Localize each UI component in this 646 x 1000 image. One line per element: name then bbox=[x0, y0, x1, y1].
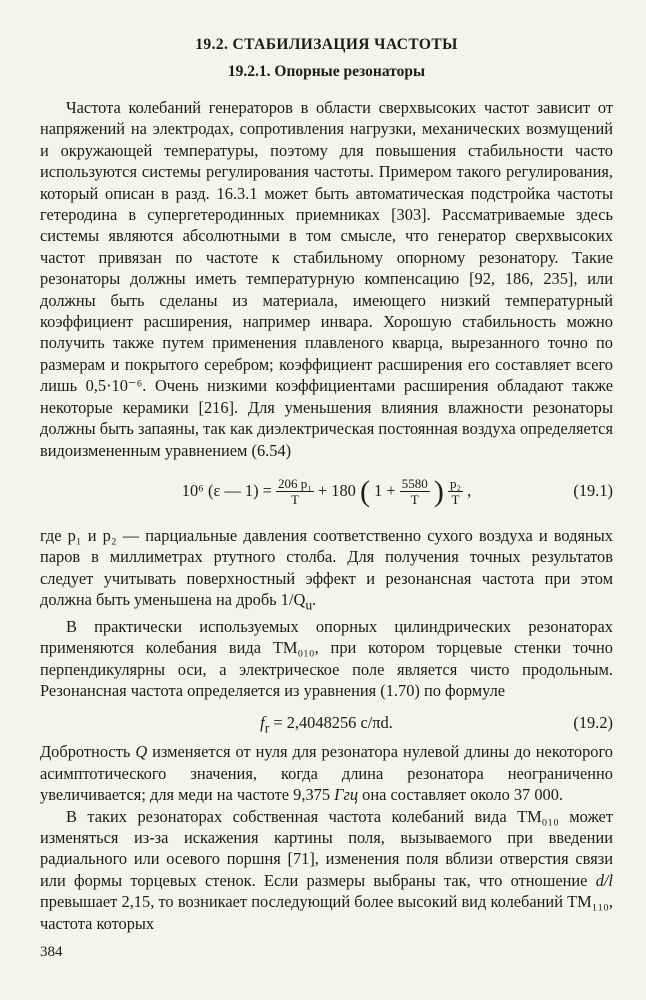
p5-text-b: превышает 2,15, то возникает последующий более высокий вид колебаний TM₁₁₀, частота которых bbox=[40, 892, 613, 933]
p4-q-symbol: Q bbox=[135, 742, 148, 762]
paragraph-2-end: . bbox=[312, 590, 317, 610]
eq1-f2-den: T bbox=[410, 492, 419, 508]
eq1-paren-open: ( bbox=[359, 474, 370, 508]
eq2-rhs: = 2,4048256 c/πd. bbox=[269, 713, 393, 733]
eq1-one-plus: 1 + bbox=[374, 480, 396, 500]
paragraph-5 bbox=[40, 806, 613, 934]
paragraph-1: Частота колебаний генераторов в области сверхвысоких частот зависит от напряжений на электродах, сопротивления нагрузки, механических возмущений и окружающей температуры, поэтому для повышения стабильности часто используются системы регулирования частоты. Примером такого регулирования, который описан в разд. 16.3.1 может быть автоматическая подстройка частоты гетеродина в супергетеродинных приемниках [303]. Рассматриваемые здесь системы являются абсолютными в том смысле, что генератор сверхвысоких частот привязан по частоте к стабильному опорному резонатору. Такие резонаторы должны иметь температурную компенсацию [92, 186, 235], или должны быть сделаны из материала, имеющего низкий температурный коэффициент расширения, например инвара. Хорошую стабильность можно получить также путем применения плавленого кварца, вырезанного точно по размерам и покрытого серебром; коэффициент расширения его составляет всего лишь 0,5·10⁻⁶. Очень низкими коэффициентами расширения обладают также некоторые керамики [216]. Для уменьшения влияния влажности резонаторы должны быть запаяны, так как диэлектрическая постоянная воздуха определяется видоизмененным уравнением (6.54) bbox=[40, 98, 613, 460]
p5-ratio: d/l bbox=[595, 870, 613, 890]
paragraph-3: В практически используемых опорных цилиндрических резонаторах применяются колебания вида TM₀₁₀, при котором торцевые стенки точно перпендикулярны оси, а электрическое поле является чисто продольным. Резонансная частота определяется из уравнения (1.70) по формуле bbox=[40, 616, 613, 701]
eq2-lhs: f bbox=[260, 713, 265, 733]
paragraph-4 bbox=[40, 741, 613, 805]
equation-19-2-body bbox=[40, 713, 613, 736]
page bbox=[40, 28, 613, 934]
eq2-lhs-sub: r bbox=[264, 720, 270, 736]
p4-text-c: она составляет около 37 000. bbox=[358, 785, 564, 805]
eq1-comma: , bbox=[467, 480, 472, 500]
equation-number-19-2: (19.2) bbox=[573, 713, 613, 733]
eq1-fraction-2 bbox=[400, 476, 430, 507]
equation-number-19-1: (19.1) bbox=[573, 480, 613, 500]
p4-text-a: Добротность bbox=[40, 742, 136, 762]
eq1-f3-num: p₂ bbox=[449, 476, 461, 492]
equation-19-2 bbox=[40, 705, 613, 739]
p4-text-b: изменяется от нуля для резонатора нулевой длины до некоторого асимптотического значения, когда длина резонатора неограниченно увеличивается; для меди на частоте 9,375 bbox=[40, 742, 613, 805]
eq1-f3-den: T bbox=[451, 492, 460, 508]
equation-19-1-body bbox=[40, 475, 613, 509]
q-subscript: u bbox=[305, 597, 313, 613]
paragraph-2 bbox=[40, 525, 613, 616]
p5-text-a: В таких резонаторах собственная частота колебаний вида TM₀₁₀ может изменяться из-за искажения картины поля, вызываемого при введении радиального или осевого поршня [71], изменения поля вблизи отверстия связи или формы торцевых стенок. Если размеры выбраны так, что отношение bbox=[40, 806, 613, 890]
equation-19-1 bbox=[40, 467, 613, 519]
subsection-heading: 19.2.1. Опорные резонаторы bbox=[227, 63, 426, 80]
eq1-plus: + 180 bbox=[317, 480, 356, 500]
eq1-f1-den: T bbox=[290, 492, 299, 508]
eq1-fraction-1 bbox=[276, 476, 314, 507]
eq1-f2-num: 5580 bbox=[401, 476, 428, 492]
eq1-paren-close: ) bbox=[433, 474, 444, 508]
eq1-f1-num: 206 p₁ bbox=[278, 476, 312, 492]
section-heading: 19.2. СТАБИЛИЗАЦИЯ ЧАСТОТЫ bbox=[195, 36, 458, 53]
eq1-lhs: 10⁶ (ε — 1) = bbox=[181, 480, 272, 500]
p4-unit: Ггц bbox=[334, 785, 359, 805]
eq1-fraction-3 bbox=[448, 476, 463, 507]
page-number: 384 bbox=[40, 944, 63, 960]
paragraph-2-text: где p₁ и p₂ — парциальные давления соответственно сухого воздуха и водяных паров в миллиметрах ртутного столба. Для получения точных результатов следует учитывать поверхностный эффект и резонансная частота при этом должна быть уменьшена на дробь 1/Q bbox=[40, 525, 613, 610]
